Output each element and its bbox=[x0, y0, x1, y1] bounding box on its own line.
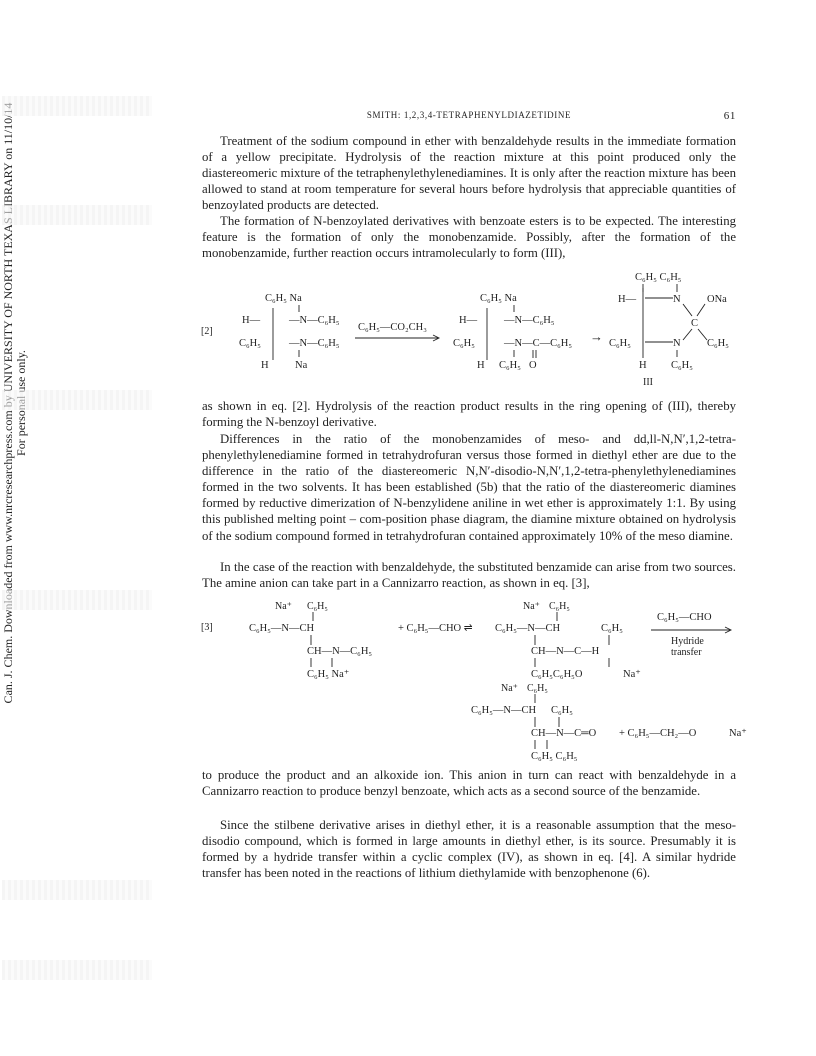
eq2-s2-nph: —N—C₆H₅ bbox=[504, 315, 555, 326]
eq2-s1-nph: —N—C₆H₅ bbox=[289, 315, 340, 326]
eq2-s2-ncph: —N—C—C₆H₅ bbox=[504, 338, 572, 349]
eq3-r1-ch: CH—N—C₆H₅ bbox=[307, 646, 373, 657]
eq2-s1-nph2: —N—C₆H₅ bbox=[289, 338, 340, 349]
eq2-s3-ona: ONa bbox=[707, 294, 727, 305]
eq3-r2-ph-top: C₆H₅ bbox=[549, 601, 570, 612]
running-title: SMITH: 1,2,3,4-TETRAPHENYLDIAZETIDINE bbox=[366, 110, 572, 120]
eq2-s3-phb: C₆H₅ bbox=[671, 360, 693, 371]
eq3-r3-bottom: C₆H₅ C₆H₅ bbox=[531, 751, 578, 762]
eq3-r3-na: Na⁺ bbox=[501, 683, 518, 694]
eq3-r2-bottom: C₆H₅C₆H₅O bbox=[531, 669, 583, 680]
eq3-r3-left: C₆H₅—N—CH bbox=[471, 705, 537, 716]
equation-3 bbox=[195, 594, 755, 766]
eq2-s3-n: N bbox=[673, 294, 681, 305]
paragraph-5: In the case of the reaction with benzaldehyde, the substituted benzamide can arise from two sources. The amine anion can take part in a Cannizarro reaction, as shown in eq. [3], bbox=[202, 560, 736, 591]
eq2-reagent: C₆H₅—CO₂CH₃ bbox=[358, 322, 427, 333]
eq3-r1-ph-top: C₆H₅ bbox=[307, 601, 328, 612]
paragraph-7: Since the stilbene derivative arises in diethyl ether, it is a reasonable assumption that the meso-disodio compound, which is formed in large amounts in diethyl ether, is its source. Presumably it is formed by a hydride transfer within a cyclic complex (IV), as shown in eq. [4]. A similar hydride transfer has been noted in the reactions of lithium diethylamide with benzophenone (6). bbox=[202, 818, 736, 881]
eq3-r1-bottom: C₆H₅ Na⁺ bbox=[307, 669, 350, 680]
eq2-bond bbox=[683, 304, 692, 316]
eq3-r3-ph-right: C₆H₅ bbox=[551, 705, 573, 716]
eq2-s1-hb: H bbox=[261, 360, 269, 371]
eq3-plus-reagent: + C₆H₅—CHO ⇌ bbox=[398, 623, 473, 634]
running-head bbox=[202, 110, 736, 126]
eq2-s1-top: C₆H₅ Na bbox=[265, 293, 302, 304]
scan-artifact bbox=[2, 880, 152, 900]
eq2-s1-nab: Na bbox=[295, 360, 308, 371]
scan-artifact bbox=[2, 390, 152, 410]
eq3-r3-ph-top: C₆H₅ bbox=[527, 683, 548, 694]
eq2-s1-h: H— bbox=[242, 315, 261, 326]
page-number: 61 bbox=[723, 110, 736, 122]
eq2-s3-n2: N bbox=[673, 338, 681, 349]
eq3-r1-na: Na⁺ bbox=[275, 601, 292, 612]
eq3-r2-na: Na⁺ bbox=[523, 601, 540, 612]
eq2-bond bbox=[697, 304, 705, 316]
scan-artifact bbox=[2, 205, 152, 225]
eq3-r1-left: C₆H₅—N—CH bbox=[249, 623, 315, 634]
eq2-s3-h: H— bbox=[618, 294, 637, 305]
eq2-s2-ph: C₆H₅ bbox=[453, 338, 475, 349]
eq3-r3-ch: CH—N—C═O bbox=[531, 728, 597, 739]
eq2-s2-hb: H bbox=[477, 360, 485, 371]
eq2-s2-o: O bbox=[529, 360, 537, 371]
paragraph-6: to produce the product and an alkoxide ion. This anion in turn can react with benzaldehyde in a Cannizarro reaction to produce benzyl benzoate, which acts as a second source of the benzamide. bbox=[202, 768, 736, 799]
eq2-bond bbox=[683, 329, 692, 340]
eq2-s2-top: C₆H₅ Na bbox=[480, 293, 517, 304]
scan-artifact bbox=[2, 960, 152, 980]
eq2-s3-c: C bbox=[691, 318, 699, 329]
eq3-arrow-note-2: transfer bbox=[671, 647, 702, 658]
scan-artifact bbox=[2, 590, 152, 610]
eq2-s3-ph: C₆H₅ bbox=[609, 338, 631, 349]
eq2-bond bbox=[698, 329, 707, 340]
eq2-s2-h: H— bbox=[459, 315, 478, 326]
eq3-r2-ch: CH—N—C—H bbox=[531, 646, 600, 657]
eq3-arrow-note-1: Hydride bbox=[671, 636, 704, 647]
eq2-arrow-2: → bbox=[590, 329, 603, 344]
eq2-s3-hb: H bbox=[639, 360, 647, 371]
paragraph-3: as shown in eq. [2]. Hydrolysis of the reaction product results in the ring opening of (III), thereby forming the N-benzoyl derivative. bbox=[202, 399, 736, 430]
eq3-r2-ph-right: C₆H₅ bbox=[601, 623, 623, 634]
equation-3-diagram bbox=[195, 594, 755, 766]
eq3-r2-left: C₆H₅—N—CH bbox=[495, 623, 561, 634]
equation-2 bbox=[195, 268, 755, 393]
eq2-s3-ph2: C₆H₅ bbox=[707, 338, 729, 349]
eq3-r3-tail: + C₆H₅—CH₂—O bbox=[619, 728, 697, 739]
eq2-s1-ph: C₆H₅ bbox=[239, 338, 261, 349]
eq3-r3-na-tail: Na⁺ bbox=[729, 728, 747, 739]
eq2-s3-top: C₆H₅ C₆H₅ bbox=[635, 272, 682, 283]
eq2-number: [2] bbox=[201, 326, 213, 337]
paragraph-2: The formation of N-benzoylated derivatives with benzoate esters is to be expected. The interesting feature is the formation of only the monobenzamide. Possibly, after the formation of the monobenzamide, further reaction occurs intramolecularly to form (III), bbox=[202, 214, 736, 261]
eq3-arrow-reagent: C₆H₅—CHO bbox=[657, 612, 712, 623]
eq2-compound-label: III bbox=[643, 377, 653, 388]
eq3-number: [3] bbox=[201, 622, 213, 633]
equation-2-diagram bbox=[195, 268, 755, 393]
eq2-s2-phb: C₆H₅ bbox=[499, 360, 521, 371]
paragraph-1: Treatment of the sodium compound in ether with benzaldehyde results in the immediate formation of a yellow precipitate. Hydrolysis of the reaction mixture at this point produced only the diastereomeric mixture of the tetraphenylethylenediamines. It is only after the reaction mixture has been allowed to stand at room temperature for several hours before hydrolysis that appreciable quantities of benzoylated products are detected. bbox=[202, 134, 736, 213]
scan-artifact bbox=[2, 96, 152, 116]
paragraph-4: Differences in the ratio of the monobenzamides of meso- and dd,ll-N,N′,1,2-tetra-phenylethylenediamine formed in tetrahydrofuran versus those formed in diethyl ether are due to the difference in the ratio of the diastereomeric N,N′-disodio-N,N′,1,2-tetra-phenylethylenediamines formed in the two solvents. It has been established (5b) that the ratio of the diastereomeric diamines formed by reductive dimerization of N-benzylidene aniline in wet ether is approximately 1:1. By using this published melting point – com-position phase diagram, the diamine mixture obtained on hydrolysis of the sodium compound formed in tetrahydrofuran contained approximately 10% of the meso diamine. bbox=[202, 432, 736, 543]
eq3-r2-na-bottom: Na⁺ bbox=[623, 669, 641, 680]
